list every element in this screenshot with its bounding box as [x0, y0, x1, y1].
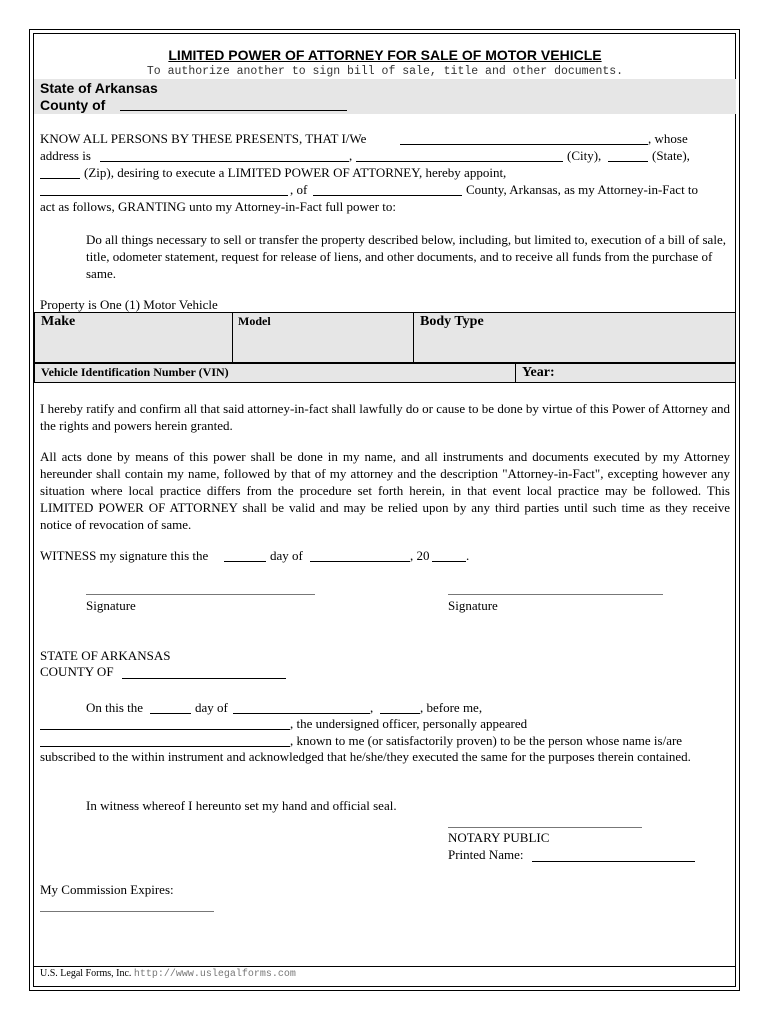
- city-field[interactable]: [356, 161, 563, 162]
- year-label: Year:: [522, 365, 555, 380]
- signature-line-left[interactable]: [86, 594, 315, 595]
- witness-comma-20: , 20: [410, 548, 430, 563]
- notary-comma: ,: [370, 700, 374, 715]
- notary-in-witness: In witness whereof I hereunto set my hand and official seal.: [86, 798, 397, 813]
- intro-line1: KNOW ALL PERSONS BY THESE PRESENTS, THAT I/We: [40, 131, 367, 146]
- commission-label: My Commission Expires:: [40, 882, 174, 897]
- notary-day-field[interactable]: [150, 713, 191, 714]
- notary-day-of: day of: [195, 700, 228, 715]
- notary-county-field[interactable]: [122, 678, 286, 679]
- county-arkansas-label: County, Arkansas, as my Attorney-in-Fact to: [466, 182, 699, 197]
- witness-year-field[interactable]: [432, 561, 466, 562]
- make-label: Make: [41, 314, 76, 329]
- signature-line-right[interactable]: [448, 594, 663, 595]
- vin-year-divider: [515, 363, 516, 383]
- state-label-text: (State),: [652, 148, 690, 163]
- notary-on-this: On this the: [86, 700, 144, 715]
- ratify-paragraph: I hereby ratify and confirm all that said attorney-in-fact shall lawfully do or cause to be done by virtue of this Power of Attorney and the rights and powers herein granted.: [40, 401, 730, 433]
- intro-line1-end: , whose: [648, 131, 688, 146]
- document-subtitle: To authorize another to sign bill of sale, title and other documents.: [146, 65, 624, 78]
- document-title: LIMITED POWER OF ATTORNEY FOR SALE OF MOTOR VEHICLE: [168, 47, 602, 63]
- attorney-name-field[interactable]: [40, 195, 288, 196]
- notary-county-label: COUNTY OF: [40, 664, 114, 679]
- model-label: Model: [238, 314, 271, 328]
- witness-period: .: [466, 548, 470, 563]
- witness-prefix: WITNESS my signature this the: [40, 548, 209, 563]
- address-comma: ,: [349, 148, 353, 163]
- footer-company: U.S. Legal Forms, Inc.: [40, 968, 132, 979]
- acts-paragraph: All acts done by means of this power shall be done in my name, and all instruments and documents executed by my Attorney hereunder shall contain my name, followed by that of my attorney and the description "Attorney-in-Fact", excepting however any situation where local practice differs from the procedure set forth herein, in that event local practice may be followed. This LIMITED POWER OF ATTORNEY shall be valid and may be relied upon by any third parties until such time as they receive notice of revocation of same.: [40, 449, 730, 532]
- signature-label-right: Signature: [448, 598, 498, 613]
- printed-name-label: Printed Name:: [448, 847, 524, 862]
- notary-before-me: , before me,: [420, 700, 483, 715]
- zip-label: (Zip), desiring to execute a LIMITED POWER OF ATTORNEY, hereby appoint,: [84, 165, 507, 180]
- commission-field[interactable]: [40, 911, 214, 912]
- vin-label: Vehicle Identification Number (VIN): [41, 365, 229, 379]
- footer-url-link[interactable]: http://www.uslegalforms.com: [133, 969, 296, 980]
- notary-person-field[interactable]: [40, 746, 290, 747]
- attorney-county-field[interactable]: [313, 195, 462, 196]
- signature-label-left: Signature: [86, 598, 136, 613]
- powers-paragraph: Do all things necessary to sell or transfer the property described below, including, but limited to, execution of a bill of sale, title, odometer statement, request for release of liens, and other documents, and to receive all funds from the purchase of same.: [86, 232, 726, 281]
- act-as-text: act as follows, GRANTING unto my Attorney-in-Fact full power to:: [40, 199, 396, 214]
- table-divider-2: [413, 312, 414, 363]
- printed-name-field[interactable]: [532, 861, 695, 862]
- street-address-field[interactable]: [100, 161, 349, 162]
- body-type-label: Body Type: [420, 314, 484, 329]
- notary-subscribed: subscribed to the within instrument and acknowledged that he/she/they executed the same for the purposes therein contained.: [40, 749, 691, 764]
- notary-public-label: NOTARY PUBLIC: [448, 830, 550, 845]
- notary-officer-field[interactable]: [40, 729, 290, 730]
- footer-rule: [34, 966, 736, 967]
- property-table: [34, 312, 736, 363]
- property-intro: Property is One (1) Motor Vehicle: [40, 297, 218, 312]
- notary-undersigned: , the undersigned officer, personally appeared: [290, 716, 528, 731]
- county-field[interactable]: [120, 110, 347, 111]
- principal-name-field[interactable]: [400, 144, 648, 145]
- notary-known-to-me: , known to me (or satisfactorily proven) to be the person whose name is/are: [290, 733, 683, 748]
- notary-year-field[interactable]: [380, 713, 420, 714]
- city-label: (City),: [567, 148, 602, 163]
- witness-day-of: day of: [270, 548, 303, 563]
- state-field[interactable]: [608, 161, 648, 162]
- state-label: State of Arkansas: [40, 80, 158, 96]
- witness-month-field[interactable]: [310, 561, 410, 562]
- notary-state: STATE OF ARKANSAS: [40, 648, 171, 663]
- notary-signature-line[interactable]: [448, 827, 642, 828]
- zip-field[interactable]: [40, 178, 80, 179]
- witness-day-field[interactable]: [224, 561, 266, 562]
- of-label: , of: [290, 182, 308, 197]
- table-divider-1: [232, 312, 233, 363]
- notary-month-field[interactable]: [233, 713, 370, 714]
- address-is-label: address is: [40, 148, 91, 163]
- county-label: County of: [40, 97, 106, 113]
